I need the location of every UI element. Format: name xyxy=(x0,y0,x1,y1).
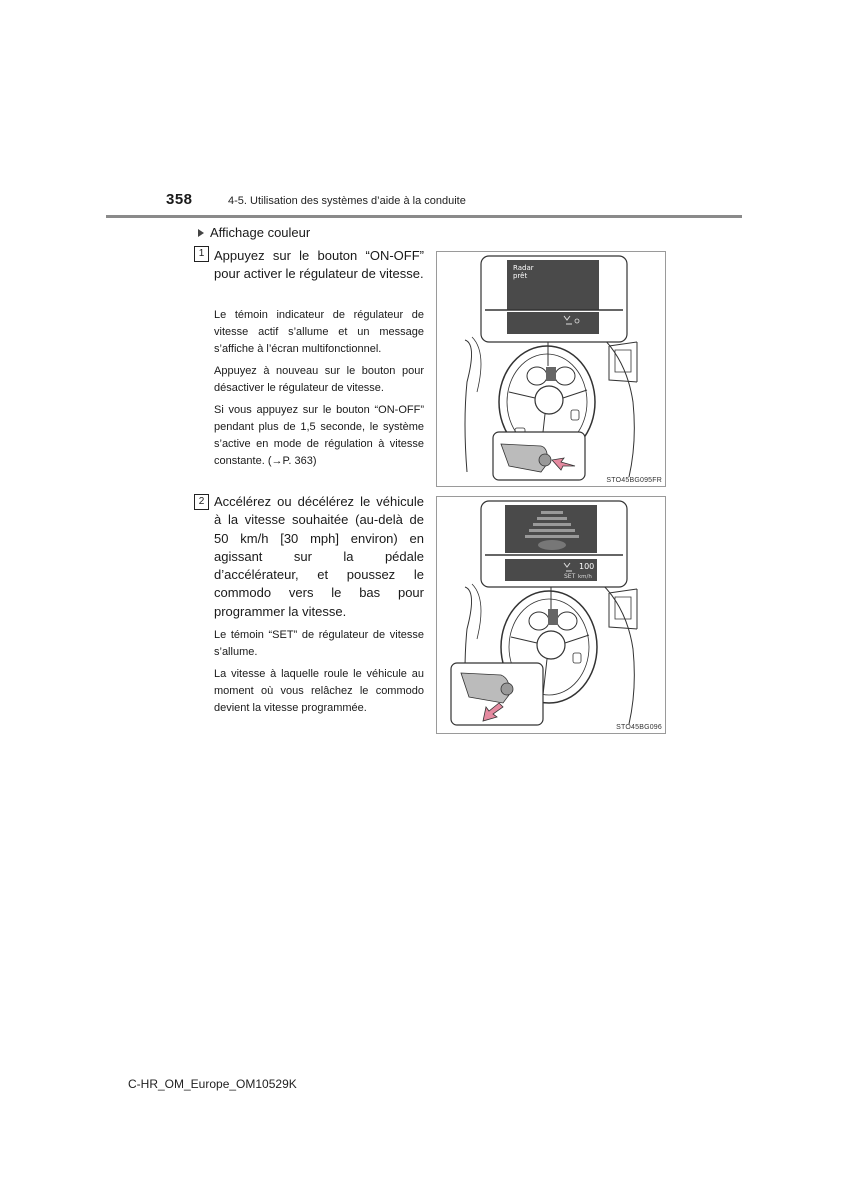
page-number: 358 xyxy=(166,191,193,208)
header-rule xyxy=(106,215,742,218)
step-1-note-2: Appuyez à nouveau sur le bouton pour désactiver le régulateur de vitesse. xyxy=(214,365,424,394)
step-1-note-1: Le témoin indicateur de régulateur de vitesse actif s’allume et un message s’affiche à l’écran multifonctionnel. xyxy=(214,309,424,355)
set-label: SET xyxy=(564,573,576,580)
figure-1-code: STO45BG095FR xyxy=(606,477,662,484)
set-speed-value: 100 xyxy=(579,562,595,571)
subhead-label: Affichage couleur xyxy=(210,225,311,240)
figure-1 xyxy=(436,251,666,487)
set-speed-unit: km/h xyxy=(578,574,592,580)
figure-2 xyxy=(436,496,666,734)
display-text-line1: Radar xyxy=(513,264,534,272)
triangle-bullet-icon xyxy=(198,229,204,237)
cockpit-illustration-1 xyxy=(437,252,665,486)
step-1-text: Appuyez sur le bouton “ON-OFF” pour activer le régulateur de vitesse. xyxy=(214,248,424,282)
cockpit-illustration-2 xyxy=(437,497,665,733)
step-1-number: 1 xyxy=(194,246,209,262)
step-2-note-1: Le témoin “SET” de régulateur de vitesse s’allume. xyxy=(214,629,424,658)
step-2-note-2: La vitesse à laquelle roule le véhicule au moment où vous relâchez le commodo devient la vitesse programmée. xyxy=(214,668,424,714)
section-title: 4-5. Utilisation des systèmes d’aide à la conduite xyxy=(228,195,466,207)
figure-2-code: STO45BG096 xyxy=(616,724,662,731)
display-text-line2: prêt xyxy=(513,272,528,280)
subhead xyxy=(198,225,310,240)
step-2-text: Accélérez ou décélérez le véhicule à la vitesse souhaitée (au-delà de 50 km/h [30 mph] environ) en agissant sur la pédale d’accélérateur, et poussez le commodo vers le bas pour programmer la vitesse. xyxy=(214,494,424,619)
footer-doc-id: C-HR_OM_Europe_OM10529K xyxy=(128,1077,297,1091)
step-1-note-3: Si vous appuyez sur le bouton “ON-OFF” pendant plus de 1,5 seconde, le système s’active en mode de régulation à vitesse constante. (→P. 363) xyxy=(214,404,424,467)
step-2-number: 2 xyxy=(194,494,209,510)
